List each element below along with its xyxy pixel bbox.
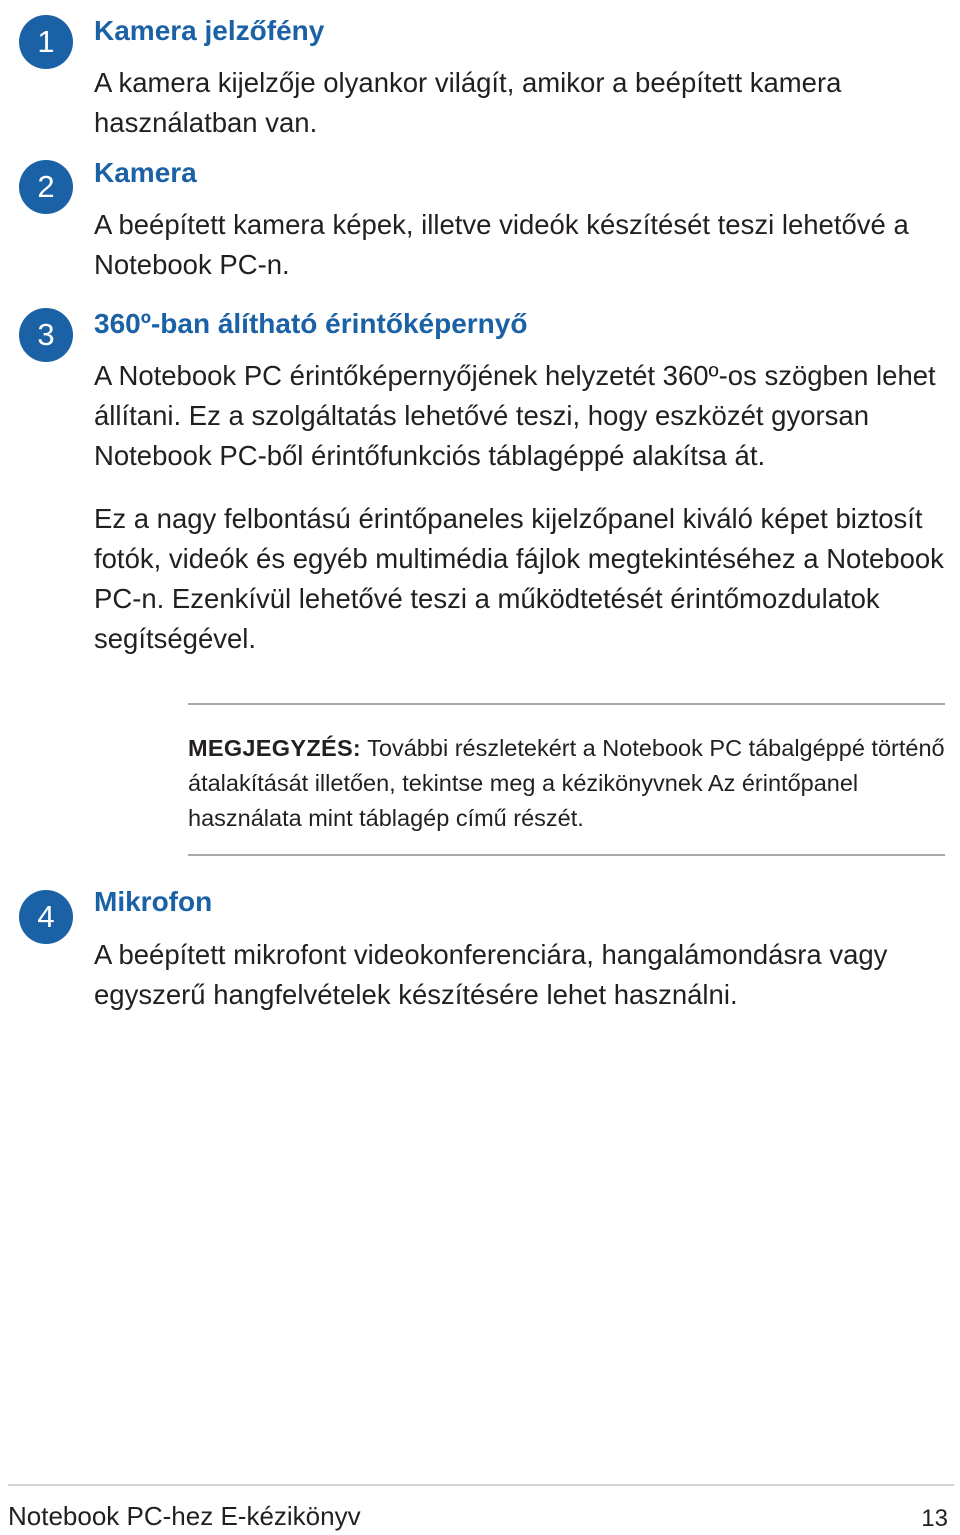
section-text-camera-indicator: A kamera kijelzője olyankor világít, amikor a beépített kamera használatban van.	[94, 67, 842, 138]
page-number: 13	[921, 1505, 948, 1532]
section-number-badge-3: 3	[19, 308, 73, 362]
note-block	[188, 731, 948, 836]
note-bottom-divider	[188, 854, 945, 856]
section-text-touchscreen-1: A Notebook PC érintőképernyőjének helyzetét 360º-os szögben lehet állítani. Ez a szolgáltatás lehetővé teszi, hogy eszközét gyorsan Notebook PC-ből érintőfunkciós táblagéppé alakítsa át.	[94, 360, 936, 471]
note-text: További részletekért a Notebook PC tábalgéppé történő átalakítását illetően, tekintse meg a kézikönyvnek Az érintőpanel használata mint táblagép című részét.	[188, 735, 945, 831]
section-number-badge-2: 2	[19, 160, 73, 214]
section-title-touchscreen: 360º-ban álítható érintőképernyő	[94, 308, 528, 339]
footer-divider	[8, 1484, 954, 1486]
note-top-divider	[188, 703, 945, 705]
section-title-microphone: Mikrofon	[94, 886, 213, 917]
footer-title: Notebook PC-hez E-kézikönyv	[8, 1501, 361, 1531]
section-title-camera-indicator: Kamera jelzőfény	[94, 15, 325, 46]
section-text-camera: A beépített kamera képek, illetve videók készítését teszi lehetővé a Notebook PC-n.	[94, 209, 909, 280]
section-text-touchscreen-2: Ez a nagy felbontású érintőpaneles kijelzőpanel kiváló képet biztosít fotók, videók és egyéb multimédia fájlok megtekintéséhez a Notebook PC-n. Ezenkívül lehetővé teszi a működtetését érintőmozdulatok segítségével.	[94, 503, 944, 654]
section-title-camera: Kamera	[94, 157, 197, 188]
note-label: MEGJEGYZÉS:	[188, 735, 362, 761]
section-text-microphone: A beépített mikrofont videokonferenciára, hangalámondásra vagy egyszerű hangfelvételek készítésére lehet használni.	[94, 939, 888, 1010]
section-number-badge-4: 4	[19, 890, 73, 944]
section-number-badge-1: 1	[19, 15, 73, 69]
